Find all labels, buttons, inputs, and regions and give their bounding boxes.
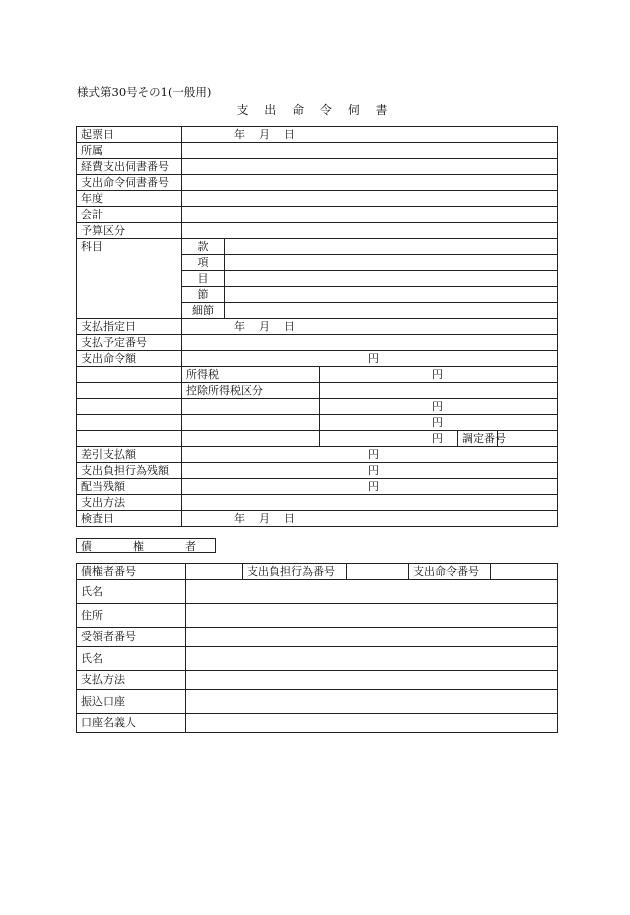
field-nendo[interactable] bbox=[182, 191, 558, 207]
field-account[interactable] bbox=[186, 690, 558, 714]
row-hoho bbox=[77, 495, 558, 511]
label-kensa: 検査日 bbox=[77, 511, 182, 527]
row-account-holder bbox=[77, 714, 558, 733]
label-kan: 款 bbox=[182, 239, 225, 255]
label-meirei-no: 支出命令番号 bbox=[409, 564, 491, 580]
label-yosan: 予算区分 bbox=[77, 223, 182, 239]
field-deduction-2[interactable]: 円 bbox=[320, 415, 558, 431]
row-kan bbox=[77, 239, 558, 255]
field-deduction-3[interactable]: 円 bbox=[320, 431, 458, 447]
field-shitei-date[interactable]: 年 月 日 bbox=[182, 319, 558, 335]
row-kaikei bbox=[77, 207, 558, 223]
row-shishutsu-no bbox=[77, 175, 558, 191]
blank-5b[interactable] bbox=[182, 431, 320, 447]
label-receiver-name: 氏名 bbox=[77, 647, 186, 671]
field-shozoku[interactable] bbox=[182, 143, 558, 159]
blank-4b[interactable] bbox=[182, 415, 320, 431]
label-futan-no: 支出負担行為番号 bbox=[243, 564, 347, 580]
field-deduction-1[interactable]: 円 bbox=[320, 399, 558, 415]
label-shitei: 支払指定日 bbox=[77, 319, 182, 335]
label-kou: 項 bbox=[182, 255, 225, 271]
row-kensa bbox=[77, 511, 558, 527]
label-kojo-kubun: 控除所得税区分 bbox=[182, 383, 320, 399]
label-chotei-no: 調定番号 bbox=[458, 431, 498, 447]
row-futan-zan bbox=[77, 463, 558, 479]
field-receiver-name[interactable] bbox=[186, 647, 558, 671]
field-shishutsu-no[interactable] bbox=[182, 175, 558, 191]
row-deduction-3 bbox=[77, 431, 558, 447]
field-futan-no[interactable] bbox=[347, 564, 409, 580]
field-kojo-kubun[interactable] bbox=[320, 383, 558, 399]
label-meirei-gaku: 支出命令額 bbox=[77, 351, 182, 367]
row-creditor-name bbox=[77, 580, 558, 604]
blank-2a bbox=[77, 383, 182, 399]
field-meirei-no[interactable] bbox=[491, 564, 558, 580]
field-moku[interactable] bbox=[225, 271, 558, 287]
label-account-holder: 口座名義人 bbox=[77, 714, 186, 733]
form-id: 様式第30号その1(一般用) bbox=[77, 85, 212, 99]
field-hoho[interactable] bbox=[182, 495, 558, 511]
row-haito-zan bbox=[77, 479, 558, 495]
row-deduction-1 bbox=[77, 399, 558, 415]
label-pay-method: 支払方法 bbox=[77, 671, 186, 690]
field-kou[interactable] bbox=[225, 255, 558, 271]
field-kihyo-date[interactable]: 年 月 日 bbox=[182, 127, 558, 143]
row-deduction-2 bbox=[77, 415, 558, 431]
label-creditor-no: 債権者番号 bbox=[77, 564, 186, 580]
row-creditor-no bbox=[77, 564, 558, 580]
label-yotei-no: 支払予定番号 bbox=[77, 335, 182, 351]
label-kaikei: 会計 bbox=[77, 207, 182, 223]
field-creditor-no[interactable] bbox=[186, 564, 243, 580]
field-kan[interactable] bbox=[225, 239, 558, 255]
label-haito-zan: 配当残額 bbox=[77, 479, 182, 495]
blank-1a bbox=[77, 367, 182, 383]
row-shotokuzei bbox=[77, 367, 558, 383]
document-title: 支 出 命 令 伺 書 bbox=[236, 103, 394, 117]
field-setsu[interactable] bbox=[225, 287, 558, 303]
blank-4a bbox=[77, 415, 182, 431]
field-chotei-no[interactable] bbox=[498, 431, 558, 447]
field-haito-zan[interactable]: 円 bbox=[182, 479, 558, 495]
field-pay-method[interactable] bbox=[186, 671, 558, 690]
field-futan-zan[interactable]: 円 bbox=[182, 463, 558, 479]
label-shotokuzei: 所得税 bbox=[182, 367, 320, 383]
label-sashihiki: 差引支払額 bbox=[77, 447, 182, 463]
row-receiver-no bbox=[77, 628, 558, 647]
row-meirei-gaku bbox=[77, 351, 558, 367]
label-setsu: 節 bbox=[182, 287, 225, 303]
field-keihi-no[interactable] bbox=[182, 159, 558, 175]
row-account bbox=[77, 690, 558, 714]
creditor-table bbox=[76, 563, 558, 733]
label-kihyo: 起票日 bbox=[77, 127, 182, 143]
field-yotei-no[interactable] bbox=[182, 335, 558, 351]
field-receiver-no[interactable] bbox=[186, 628, 558, 647]
row-receiver-name bbox=[77, 647, 558, 671]
row-shozoku bbox=[77, 143, 558, 159]
field-creditor-address[interactable] bbox=[186, 604, 558, 628]
row-shitei bbox=[77, 319, 558, 335]
row-yosan bbox=[77, 223, 558, 239]
label-nendo: 年度 bbox=[77, 191, 182, 207]
label-kamoku: 科目 bbox=[77, 239, 182, 319]
label-shozoku: 所属 bbox=[77, 143, 182, 159]
field-shotokuzei[interactable]: 円 bbox=[320, 367, 558, 383]
label-creditor-name: 氏名 bbox=[77, 580, 186, 604]
field-account-holder[interactable] bbox=[186, 714, 558, 733]
label-account: 振込口座 bbox=[77, 690, 186, 714]
label-futan-zan: 支出負担行為残額 bbox=[77, 463, 182, 479]
blank-3a bbox=[77, 399, 182, 415]
blank-3b[interactable] bbox=[182, 399, 320, 415]
row-kojo-kubun bbox=[77, 383, 558, 399]
row-creditor-address bbox=[77, 604, 558, 628]
creditor-section-label: 債 権 者 bbox=[76, 538, 216, 553]
row-keihi-no bbox=[77, 159, 558, 175]
row-pay-method bbox=[77, 671, 558, 690]
field-creditor-name[interactable] bbox=[186, 580, 558, 604]
label-keihi-no: 経費支出伺書番号 bbox=[77, 159, 182, 175]
field-yosan[interactable] bbox=[182, 223, 558, 239]
label-saisetsu: 細節 bbox=[182, 303, 225, 319]
row-kihyo bbox=[77, 127, 558, 143]
main-form-table bbox=[76, 126, 558, 527]
label-moku: 目 bbox=[182, 271, 225, 287]
label-shishutsu-no: 支出命令伺書番号 bbox=[77, 175, 182, 191]
row-sashihiki bbox=[77, 447, 558, 463]
field-kaikei[interactable] bbox=[182, 207, 558, 223]
blank-5a bbox=[77, 431, 182, 447]
row-nendo bbox=[77, 191, 558, 207]
label-receiver-no: 受領者番号 bbox=[77, 628, 186, 647]
field-saisetsu[interactable] bbox=[225, 303, 558, 319]
field-meirei-gaku[interactable]: 円 bbox=[182, 351, 558, 367]
label-creditor-address: 住所 bbox=[77, 604, 186, 628]
field-sashihiki[interactable]: 円 bbox=[182, 447, 558, 463]
field-kensa-date[interactable]: 年 月 日 bbox=[182, 511, 558, 527]
row-yotei-no bbox=[77, 335, 558, 351]
label-hoho: 支出方法 bbox=[77, 495, 182, 511]
